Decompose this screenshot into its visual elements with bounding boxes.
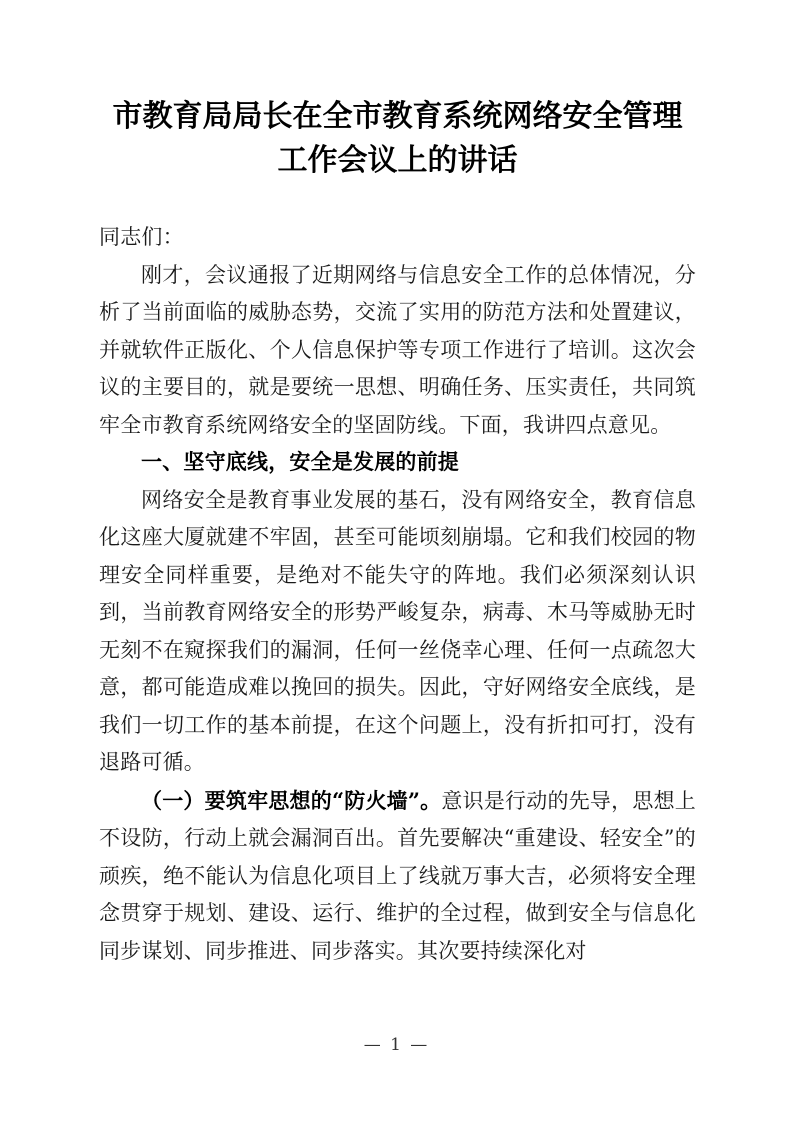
document-body bbox=[99, 219, 696, 970]
section-one-paragraph: 网络安全是教育事业发展的基石，没有网络安全，教育信息化这座大厦就建不牢固，甚至可能顷刻崩塌。它和我们校园的物理安全同样重要，是绝对不能失守的阵地。我们必须深刻认识到，当前教育网络安全的形势严峻复杂，病毒、木马等威胁无时无刻不在窥探我们的漏洞，任何一丝侥幸心理、任何一点疏忽大意，都可能造成难以挽回的损失。因此，守好网络安全底线，是我们一切工作的基本前提，在这个问题上，没有折扣可打，没有退路可循。 bbox=[99, 487, 696, 774]
subsection-one-text: 意识是行动的先导，思想上不设防，行动上就会漏洞百出。首先要解决“重建设、轻安全”的顽疾，绝不能认为信息化项目上了线就万事大吉，必须将安全理念贯穿于规划、建设、运行、维护的全过程，做到安全与信息化同步谋划、同步推进、同步落实。其次要持续深化对 bbox=[99, 788, 696, 963]
subsection-one-paragraph bbox=[99, 782, 696, 971]
page-title: 市教育局局长在全市教育系统网络安全管理工作会议上的讲话 bbox=[112, 99, 683, 178]
salutation-paragraph: 同志们： bbox=[99, 225, 184, 249]
page-number-footer: — 1 — bbox=[363, 1035, 430, 1055]
section-heading-one: 一、坚守底线，安全是发展的前提 bbox=[141, 450, 459, 474]
opening-paragraph: 刚才，会议通报了近期网络与信息安全工作的总体情况，分析了当前面临的威胁态势，交流了实用的防范方法和处置建议，并就软件正版化、个人信息保护等专项工作进行了培训。这次会议的主要目的，就是要统一思想、明确任务、压实责任，共同筑牢全市教育系统网络安全的坚固防线。下面，我讲四点意见。 bbox=[99, 262, 696, 437]
subsection-one-lead: （一）要筑牢思想的“防火墙”。 bbox=[141, 787, 442, 813]
document-content bbox=[99, 95, 696, 970]
